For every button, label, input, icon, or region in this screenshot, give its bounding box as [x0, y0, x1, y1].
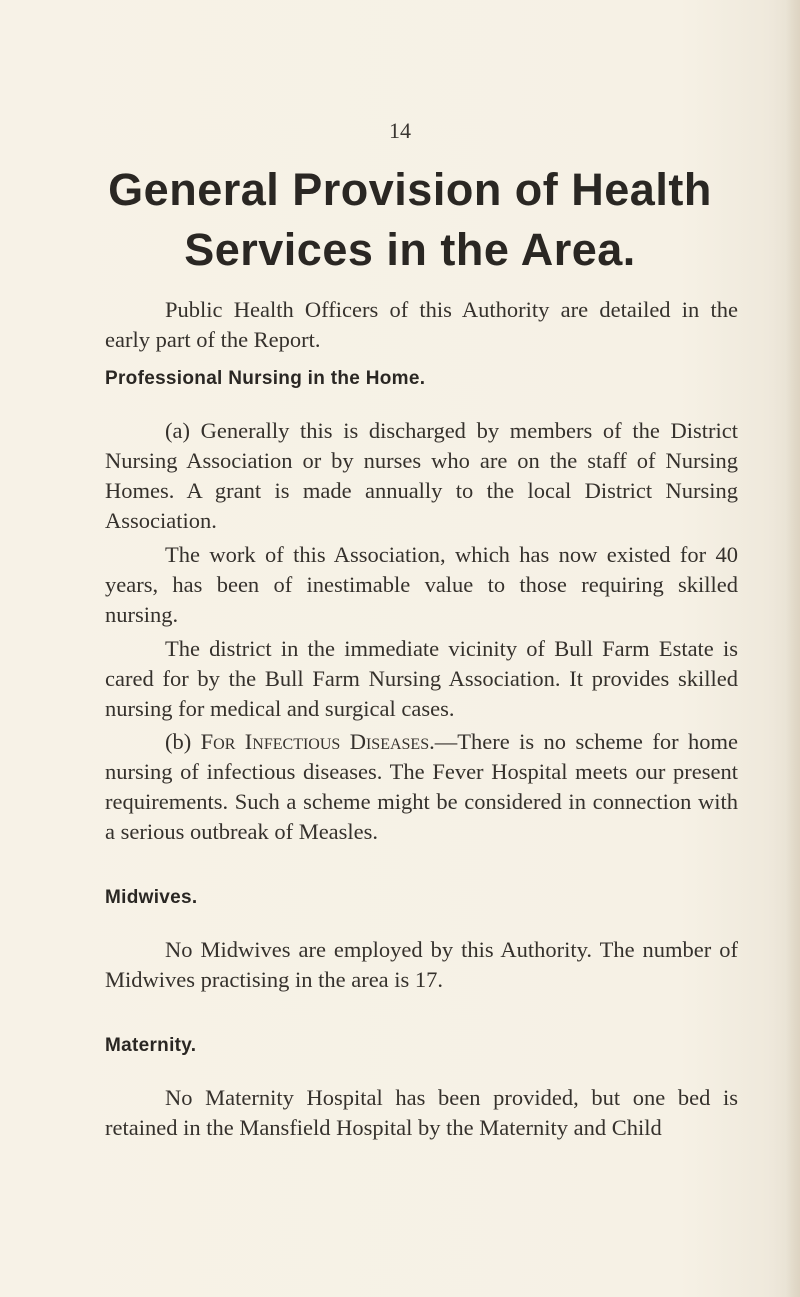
page-title — [90, 160, 730, 280]
intro-paragraph: Public Health Officers of this Authority are detailed in the early part of the Report. — [105, 297, 738, 352]
paragraph-midwives: No Midwives are employed by this Authority. The number of Midwives practising in the area is 17. — [105, 937, 738, 992]
paragraph-b-text: —There is no scheme for home nursing of infectious diseases. The Fever Hospital meets our present requirements. Such a scheme might be considered in connection with a serious outbreak of Measles. — [105, 729, 738, 844]
paragraph-maternity: No Maternity Hospital has been provided, but one bed is retained in the Mansfield Hospital by the Maternity and Child — [105, 1085, 738, 1140]
title-line-2: Services in the Area. — [184, 224, 636, 275]
infectious-diseases-label: For Infectious Diseases. — [200, 729, 435, 754]
title-line-1: General Provision of Health — [108, 164, 712, 215]
heading-professional-nursing: Professional Nursing in the Home. — [105, 368, 426, 389]
paragraph-association-work: The work of this Association, which has now existed for 40 years, has been of inestimable value to those requiring skilled nursing. — [105, 542, 738, 627]
paragraph-nursing-b — [105, 727, 738, 847]
paragraph-nursing-a: (a) Generally this is discharged by members of the District Nursing Association or by nurses who are on the staff of Nursing Homes. A grant is made annually to the local District Nursing Association. — [105, 418, 738, 533]
heading-midwives: Midwives. — [105, 887, 198, 908]
page-edge-shadow — [786, 0, 800, 1297]
heading-maternity: Maternity. — [105, 1035, 197, 1056]
paragraph-bull-farm: The district in the immediate vicinity of Bull Farm Estate is cared for by the Bull Farm Nursing Association. It provides skilled nursing for medical and surgical cases. — [105, 636, 738, 721]
page-number: 14 — [389, 118, 411, 143]
paragraph-b-prefix: (b) — [165, 729, 201, 754]
